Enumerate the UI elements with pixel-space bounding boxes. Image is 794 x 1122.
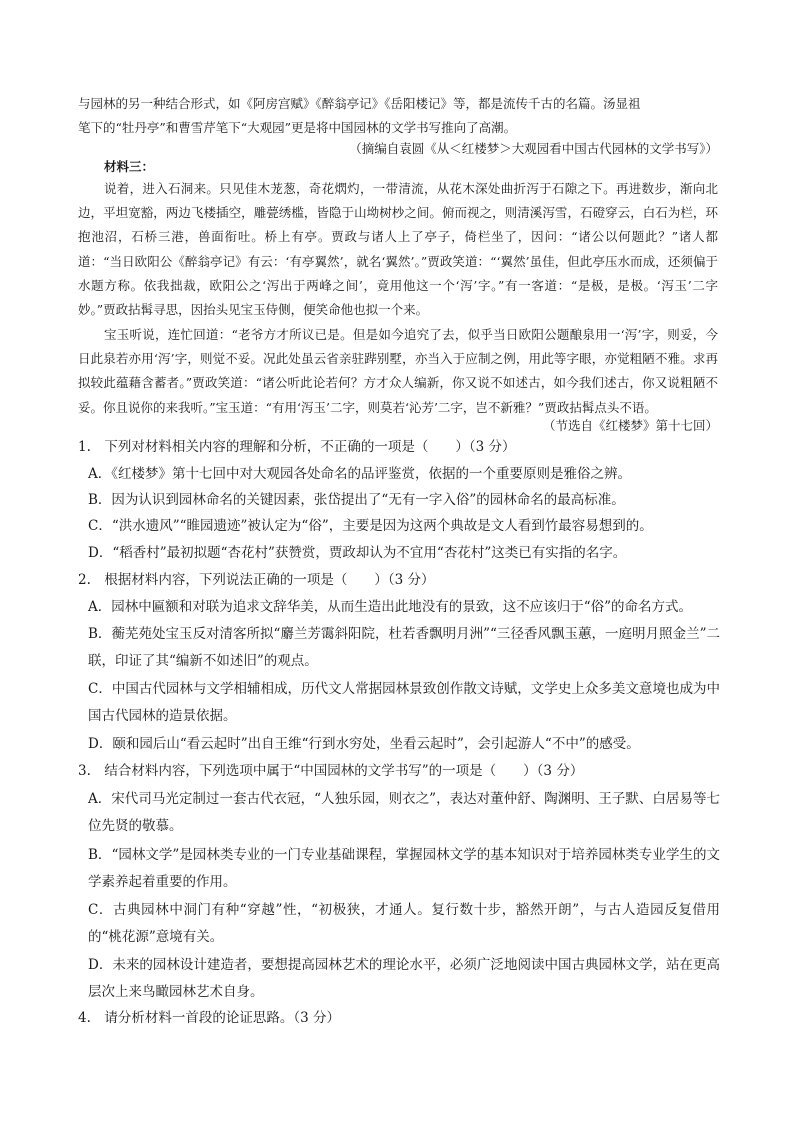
question-2-stem: 2. 根据材料内容，下列说法正确的一项是（ ）（3 分）: [78, 572, 435, 588]
material3-paragraph1: 说着，进入石洞来。只见佳木茏葱，奇花熌灼，一带清流，从花木深处曲折泻于石隙之下。再进数步，渐向北边，平坦宽豁，两边飞楼插空，雕甍绣槛，皆隐于山坳树杪之间。俯而视之，则清溪泻雪，石磴穿云，白石为栏，环抱池沼，石桥三港，兽面衔吐。桥上有亭。贾政与诸人上了亭子，倚栏坐了，因问：“诸公以何题此？”诸人都道：“当日欧阳公《醉翁亭记》有云：‘有亭翼然’，就名‘翼然’。”贾政笑道：“‘翼然’虽佳，但此亭压水而成，还须偏于水题方称。依我拙裁，欧阳公之‘泻出于两峰之间’，竟用他这一个‘泻’字。”有一客道：“是极，是极。‘泻玉’二字妙。”贾政拈髯寻思，因抬头见宝玉侍侧，便笑命他也拟一个来。: [78, 181, 718, 318]
question-3-option-d: D．未来的园林设计建造者，要想提高园林艺术的理论水平，必须广泛地阅读中国古典园林文学，站在更高层次上来鸟瞰园林艺术自身。: [88, 957, 720, 1000]
question-4-stem: 4. 请分析材料一首段的论证思路。（3 分）: [78, 1010, 341, 1026]
question-3-option-a: A．宋代司马光定制过一套古代衣冠，“人独乐园，则衣之”，表达对董仲舒、陶渊明、王子默、白居易等七位先贤的敬慕。: [88, 791, 720, 834]
material2-tail-line2: 笔下的“牡丹亭”和曹雪芹笔下“大观园”更是将中国园林的文学书写推向了高潮。: [78, 120, 517, 135]
question-2-option-c: C．中国古代园林与文学相辅相成，历代文人常据园林景致创作散文诗赋，文学史上众多美文意境也成为中国古代园林的造景依据。: [88, 681, 720, 724]
question-3-option-b: B．“园林文学”是园林类专业的一门专业基础课程，掌握园林文学的基本知识对于培养园林类专业学生的文学素养起着重要的作用。: [88, 847, 720, 890]
question-2-option-a: A．园林中匾额和对联为追求文辞华美，从而生造出此地没有的景致，这不应该归于“俗”的命名方式。: [88, 599, 693, 615]
question-1-option-a: A．《红楼梦》第十七回中对大观园各处命名的品评鉴赏，依据的一个重要原则是雅俗之辨。: [88, 466, 631, 482]
question-3-stem: 3. 结合材料内容，下列选项中属于“中国园林的文学书写”的一项是（ ）（3 分）: [78, 763, 584, 779]
material2-tail-line1: 与园林的另一种结合形式，如《阿房宫赋》《醉翁亭记》《岳阳楼记》等，都是流传千古的名篇。汤显祖: [78, 96, 641, 111]
question-1-option-d: D．“稻香村”最初拟题“杏花村”获赞赏，贾政却认为不宜用“杏花村”这类已有实指的名字。: [88, 545, 627, 561]
question-2-option-b: B．蘅芜苑处宝玉反对清客所拟“麝兰芳霭斜阳院，杜若香飘明月洲”“三径香风飘玉蕙，一庭明月照金兰”二联，印证了其“编新不如述旧”的观点。: [88, 626, 720, 669]
material3-paragraph2: 宝玉听说，连忙回道：“老爷方才所议已是。但是如今追究了去，似乎当日欧阳公题酿泉用一‘泻’字，则妥，今日此泉若亦用‘泻’字，则觉不妥。况此处虽云省亲驻跸别墅，亦当入于应制之例，用此等字眼，亦觉粗陋不雅。求再拟较此蕴藉含蓄者。”贾政笑道：“诸公听此论若何？方才众人编新，你又说不如述古，如今我们述古，你又说粗陋不妥。你且说你的来我听。”宝玉道：“有用‘泻玉’二字，则莫若‘沁芳’二字，岂不新雅？”贾政拈髯点头不语。: [78, 327, 718, 415]
material3-heading: 材料三：: [104, 159, 155, 174]
question-1-option-b: B．因为认识到园林命名的关键因素，张岱提出了“无有一字入俗”的园林命名的最高标准。: [88, 492, 625, 508]
material2-source: （摘编自袁圆《从＜红楼梦＞大观园看中国古代园林的文学书写》）: [349, 141, 718, 156]
question-3-option-c: C．古典园林中洞门有种“穿越”性，“初极狭，才通人。复行数十步，豁然开朗”，与古人造园反复借用的“桃花源”意境有关。: [88, 902, 720, 945]
question-1-option-c: C．“洪水遗风”“睢园遗迹”被认定为“俗”，主要是因为这两个典故是文人看到竹最容易想到的。: [88, 518, 653, 534]
question-2-option-d: D．颐和园后山“看云起时”出自王维“行到水穷处，坐看云起时”，会引起游人“不中”的感受。: [88, 736, 640, 752]
question-1-stem: 1. 下列对材料相关内容的理解和分析，不正确的一项是（ ）（3 分）: [78, 439, 516, 455]
material3-source: （节选自《红楼梦》第十七回）: [542, 418, 718, 433]
